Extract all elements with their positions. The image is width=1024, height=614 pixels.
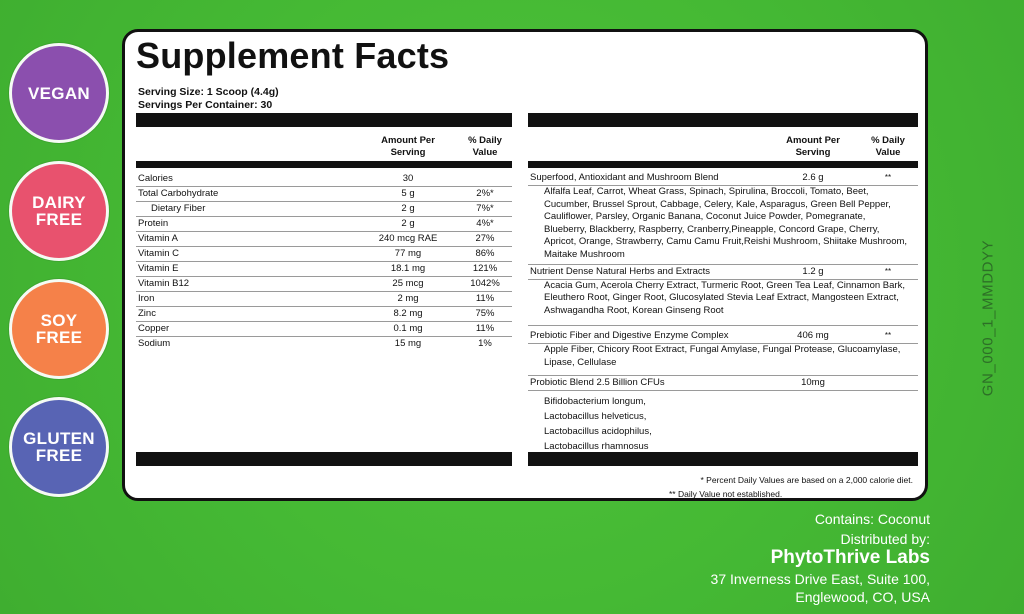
nutrient-name: Vitamin E <box>138 263 179 274</box>
nutrient-name: Protein <box>138 218 169 229</box>
nutrient-amount: 15 mg <box>394 338 422 349</box>
nutrient-name: Sodium <box>138 338 171 349</box>
footnote-dv-not-established: ** Daily Value not established. <box>669 489 783 499</box>
nutrient-amount: 240 mcg RAE <box>378 233 438 244</box>
blend-dv: ** <box>884 173 892 182</box>
probiotic-strains <box>528 390 918 456</box>
nutrient-dv: 1% <box>478 338 492 349</box>
nutrient-dv: 11% <box>475 323 495 334</box>
blend-amount: 406 mg <box>797 330 829 342</box>
dv-header-line2: Value <box>875 147 901 158</box>
daily-value-header <box>858 135 918 159</box>
footnote-percent-dv: * Percent Daily Values are based on a 2,000 calorie diet. <box>700 475 913 485</box>
nutrient-dv: 2%* <box>476 188 494 199</box>
blend-section <box>528 265 918 327</box>
blend-name: Superfood, Antioxidant and Mushroom Blend <box>530 172 719 183</box>
amount-header-line2: Serving <box>795 147 831 158</box>
column-header <box>136 127 512 161</box>
dairy-badge-line2: FREE <box>35 210 83 229</box>
amount-header-line1: Amount Per <box>786 135 840 146</box>
probiotic-strain: Lactobacillus acidophilus, <box>544 425 652 437</box>
blend-amount: 2.6 g <box>802 172 824 183</box>
amount-header-line1: Amount Per <box>381 135 435 146</box>
nutrient-dv: 121% <box>472 263 498 274</box>
nutrient-row <box>136 307 512 322</box>
nutrient-name: Calories <box>138 173 173 184</box>
nutrient-row <box>136 247 512 262</box>
probiotic-strain: Bifidobacterium longum, <box>544 395 646 407</box>
serving-info <box>138 86 279 112</box>
amount-header-line2: Serving <box>390 147 426 158</box>
header-bar <box>528 113 918 127</box>
column-header <box>528 127 918 161</box>
blend-section <box>528 171 918 265</box>
blend-name: Prebiotic Fiber and Digestive Enzyme Complex <box>530 330 729 342</box>
vegan-badge-text: VEGAN <box>28 83 90 103</box>
nutrient-name: Iron <box>138 293 155 304</box>
bottom-bar-left <box>136 452 512 466</box>
probiotic-name: Probiotic Blend 2.5 Billion CFUs <box>530 376 665 388</box>
nutrient-amount: 18.1 mg <box>390 263 426 274</box>
bottom-bar-right <box>528 452 918 466</box>
contains-allergen: Contains: Coconut <box>814 511 930 527</box>
thick-divider <box>136 161 512 168</box>
nutrient-name: Total Carbohydrate <box>138 188 219 199</box>
dv-header-line2: Value <box>472 147 498 158</box>
nutrient-name: Dietary Fiber <box>151 203 206 214</box>
nutrient-amount: 25 mcg <box>392 278 424 289</box>
vegan-badge <box>12 46 106 140</box>
nutrient-amount: 2 mg <box>397 293 419 304</box>
daily-value-header <box>458 135 512 159</box>
nutrient-row <box>136 202 512 217</box>
nutrient-amount: 8.2 mg <box>393 308 423 319</box>
gluten-badge-line2: FREE <box>35 446 83 465</box>
blends-column <box>528 113 918 456</box>
probiotic-strain: Lactobacillus helveticus, <box>544 410 647 422</box>
thick-divider <box>528 161 918 168</box>
company-name: PhytoThrive Labs <box>770 547 930 568</box>
blend-dv: ** <box>884 266 892 276</box>
nutrient-name: Vitamin C <box>138 248 180 259</box>
nutrient-dv: 86% <box>475 248 495 259</box>
nutrient-dv: 27% <box>475 233 495 244</box>
nutrient-dv: 75% <box>475 308 495 319</box>
blend-dv: ** <box>884 331 892 341</box>
nutrient-row <box>136 262 512 277</box>
header-bar <box>136 113 512 127</box>
lot-code: GN_000_1_MMDDYY <box>979 239 997 397</box>
blend-name: Nutrient Dense Natural Herbs and Extracts <box>530 265 711 277</box>
blend-amount: 1.2 g <box>802 265 824 277</box>
probiotic-amount: 10mg <box>801 376 825 388</box>
nutrient-row <box>136 322 512 337</box>
dairy-badge-line1: DAIRY <box>32 193 86 212</box>
nutrient-name: Vitamin A <box>138 233 178 244</box>
nutrients-column <box>136 113 512 351</box>
soy-badge-line2: FREE <box>35 328 83 347</box>
nutrient-amount: 2 g <box>401 218 415 229</box>
soy-badge-line1: SOY <box>40 311 78 330</box>
nutrient-amount: 0.1 mg <box>393 323 423 334</box>
nutrient-row <box>136 217 512 232</box>
nutrient-row <box>136 187 512 202</box>
gluten-free-badge <box>12 400 106 494</box>
nutrient-row <box>136 172 512 187</box>
amount-per-serving-header <box>368 135 448 159</box>
nutrient-row <box>136 337 512 351</box>
nutrient-amount: 30 <box>402 173 414 184</box>
dairy-free-badge <box>12 164 106 258</box>
nutrient-row <box>136 232 512 247</box>
nutrient-name: Copper <box>138 323 170 334</box>
distributed-by: Distributed by: <box>840 531 930 547</box>
nutrient-amount: 2 g <box>401 203 415 214</box>
nutrient-dv: 7%* <box>476 203 494 214</box>
address-line-1: 37 Inverness Drive East, Suite 100, <box>710 571 930 587</box>
nutrient-name: Vitamin B12 <box>138 278 190 289</box>
panel-title: Supplement Facts <box>136 35 450 76</box>
nutrient-row <box>136 292 512 307</box>
nutrient-dv: 4%* <box>476 218 494 229</box>
blend-ingredients: Acacia Gum, Acerola Cherry Extract, Turmeric Root, Green Tea Leaf, Cinnamon Bark, Eleuthero Root, Ginger Root, Glucosylated Stevia Leaf Extract, Mangosteen Extract, Ashwagandha Root, Korean Ginseng Root <box>528 279 918 326</box>
nutrient-row <box>136 277 512 292</box>
address-line-2: Englewood, CO, USA <box>795 589 930 605</box>
probiotic-strain: Lactobacillus rhamnosus <box>544 440 649 452</box>
amount-per-serving-header <box>768 135 858 159</box>
nutrient-dv: 11% <box>475 293 495 304</box>
blend-ingredients: Apple Fiber, Chicory Root Extract, Fungal Amylase, Fungal Protease, Glucoamylase, Lipase, Cellulase <box>528 343 918 374</box>
blend-ingredients: Alfalfa Leaf, Carrot, Wheat Grass, Spinach, Spirulina, Broccoli, Tomato, Beet, Cucumber, Brussel Sprout, Cabbage, Celery, Kale, Asparagus, Green Bell Pepper, Cauliflower, Parsley, Organic Banana, Coconut Juice Powder, Pomegranate, Blueberry, Blackberry, Raspberry, Cranberry,Pineapple, Concord Grape, Cherry, Apricot, Orange, Strawberry, Camu Camu Fruit,Reishi Mushroom, Shiitake Mushroom, Maitake Mushroom <box>528 185 918 264</box>
blend-section <box>528 329 918 375</box>
serving-size: Serving Size: 1 Scoop (4.4g) <box>138 86 279 98</box>
supplement-facts-panel <box>122 29 928 501</box>
nutrient-dv: 1042% <box>470 278 500 289</box>
soy-free-badge <box>12 282 106 376</box>
nutrient-amount: 77 mg <box>394 248 422 259</box>
nutrient-name: Zinc <box>138 308 156 319</box>
dv-header-line1: % Daily <box>871 135 905 146</box>
servings-per-container: Servings Per Container: 30 <box>138 99 273 111</box>
dv-header-line1: % Daily <box>468 135 502 146</box>
probiotic-section <box>528 376 918 456</box>
nutrient-amount: 5 g <box>401 188 415 199</box>
gluten-badge-line1: GLUTEN <box>23 429 95 448</box>
